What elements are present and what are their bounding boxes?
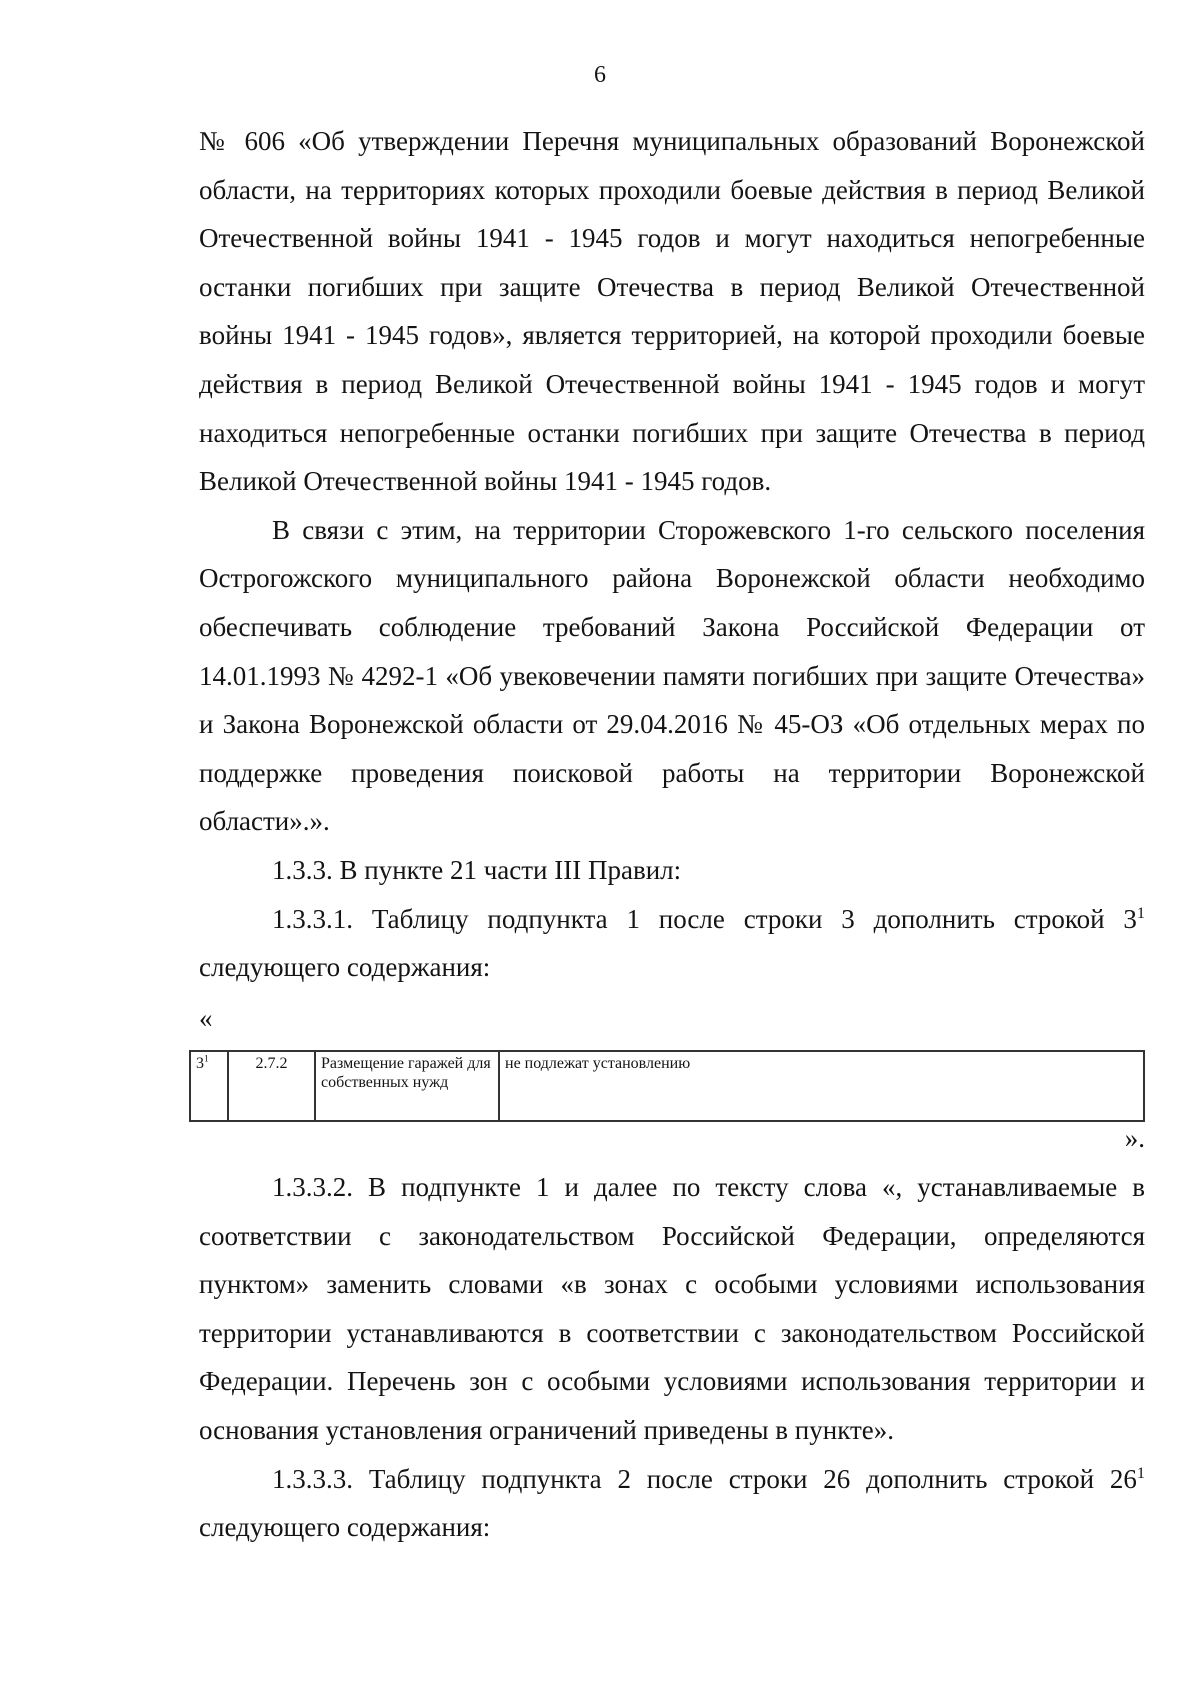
document-body	[199, 117, 1145, 992]
paragraph-1-3-3-1	[199, 895, 1145, 992]
cell-name: Размещение гаражей для собственных нужд	[315, 1051, 499, 1121]
paragraph-1-3-3-1-tail: следующего содержания:	[199, 952, 491, 983]
cell-value: не подлежат установлению	[499, 1051, 1144, 1121]
superscript: 1	[1136, 1463, 1145, 1482]
paragraph-1-3-3-3-tail: следующего содержания:	[199, 1512, 491, 1543]
quote-close: ».	[1124, 1123, 1145, 1153]
amendment-table	[189, 1050, 1145, 1122]
paragraph-1-3-3-2: 1.3.3.2. В подпункте 1 и далее по тексту слова «, устанавливаемые в соответствии с законодательством Российской Федерации, определяются пунктом» заменить словами «в зонах с особыми условиями использования территории устанавливаются в соответствии с законодательством Российской Федерации. Перечень зон с особыми условиями использования территории и основания установления ограничений приведены в пункте».	[199, 1172, 1145, 1445]
paragraph-1-3-3-3-text: 1.3.3.3. Таблицу подпункта 2 после строки 26 дополнить строкой 26	[272, 1463, 1137, 1494]
page-number: 6	[594, 62, 606, 88]
table-row	[190, 1051, 1144, 1121]
paragraph-consequence: В связи с этим, на территории Сторожевского 1-го сельского поселения Острогожского муниципального района Воронежской области необходимо обеспечивать соблюдение требований Закона Российской Федерации от 14.01.1993 № 4292-1 «Об увековечении памяти погибших при защите Отечества» и Закона Воронежской области от 29.04.2016 № 45-ОЗ «Об отдельных мерах по поддержке проведения поисковой работы на территории Воронежской области».».	[199, 514, 1145, 837]
paragraph-1-3-3-3	[199, 1455, 1145, 1552]
cell-code: 2.7.2	[228, 1051, 315, 1121]
paragraph-continuation: № 606 «Об утверждении Перечня муниципальных образований Воронежской области, на территориях которых проходили боевые действия в период Великой Отечественной войны 1941 - 1945 годов и могут находиться непогребенные останки погибших при защите Отечества в период Великой Отечественной войны 1941 - 1945 годов», является территорией, на которой проходили боевые действия в период Великой Отечественной войны 1941 - 1945 годов и могут находиться непогребенные останки погибших при защите Отечества в период Великой Отечественной войны 1941 - 1945 годов.	[199, 126, 1145, 497]
superscript: 1	[1136, 903, 1145, 922]
document-body-lower	[199, 1163, 1145, 1552]
paragraph-1-3-3: 1.3.3. В пункте 21 части III Правил:	[272, 854, 682, 885]
quote-open: «	[199, 1003, 213, 1033]
cell-row-number: $3^1$	[190, 1051, 228, 1121]
paragraph-1-3-3-1-text: 1.3.3.1. Таблицу подпункта 1 после строки 3 дополнить строкой 3	[272, 903, 1137, 934]
